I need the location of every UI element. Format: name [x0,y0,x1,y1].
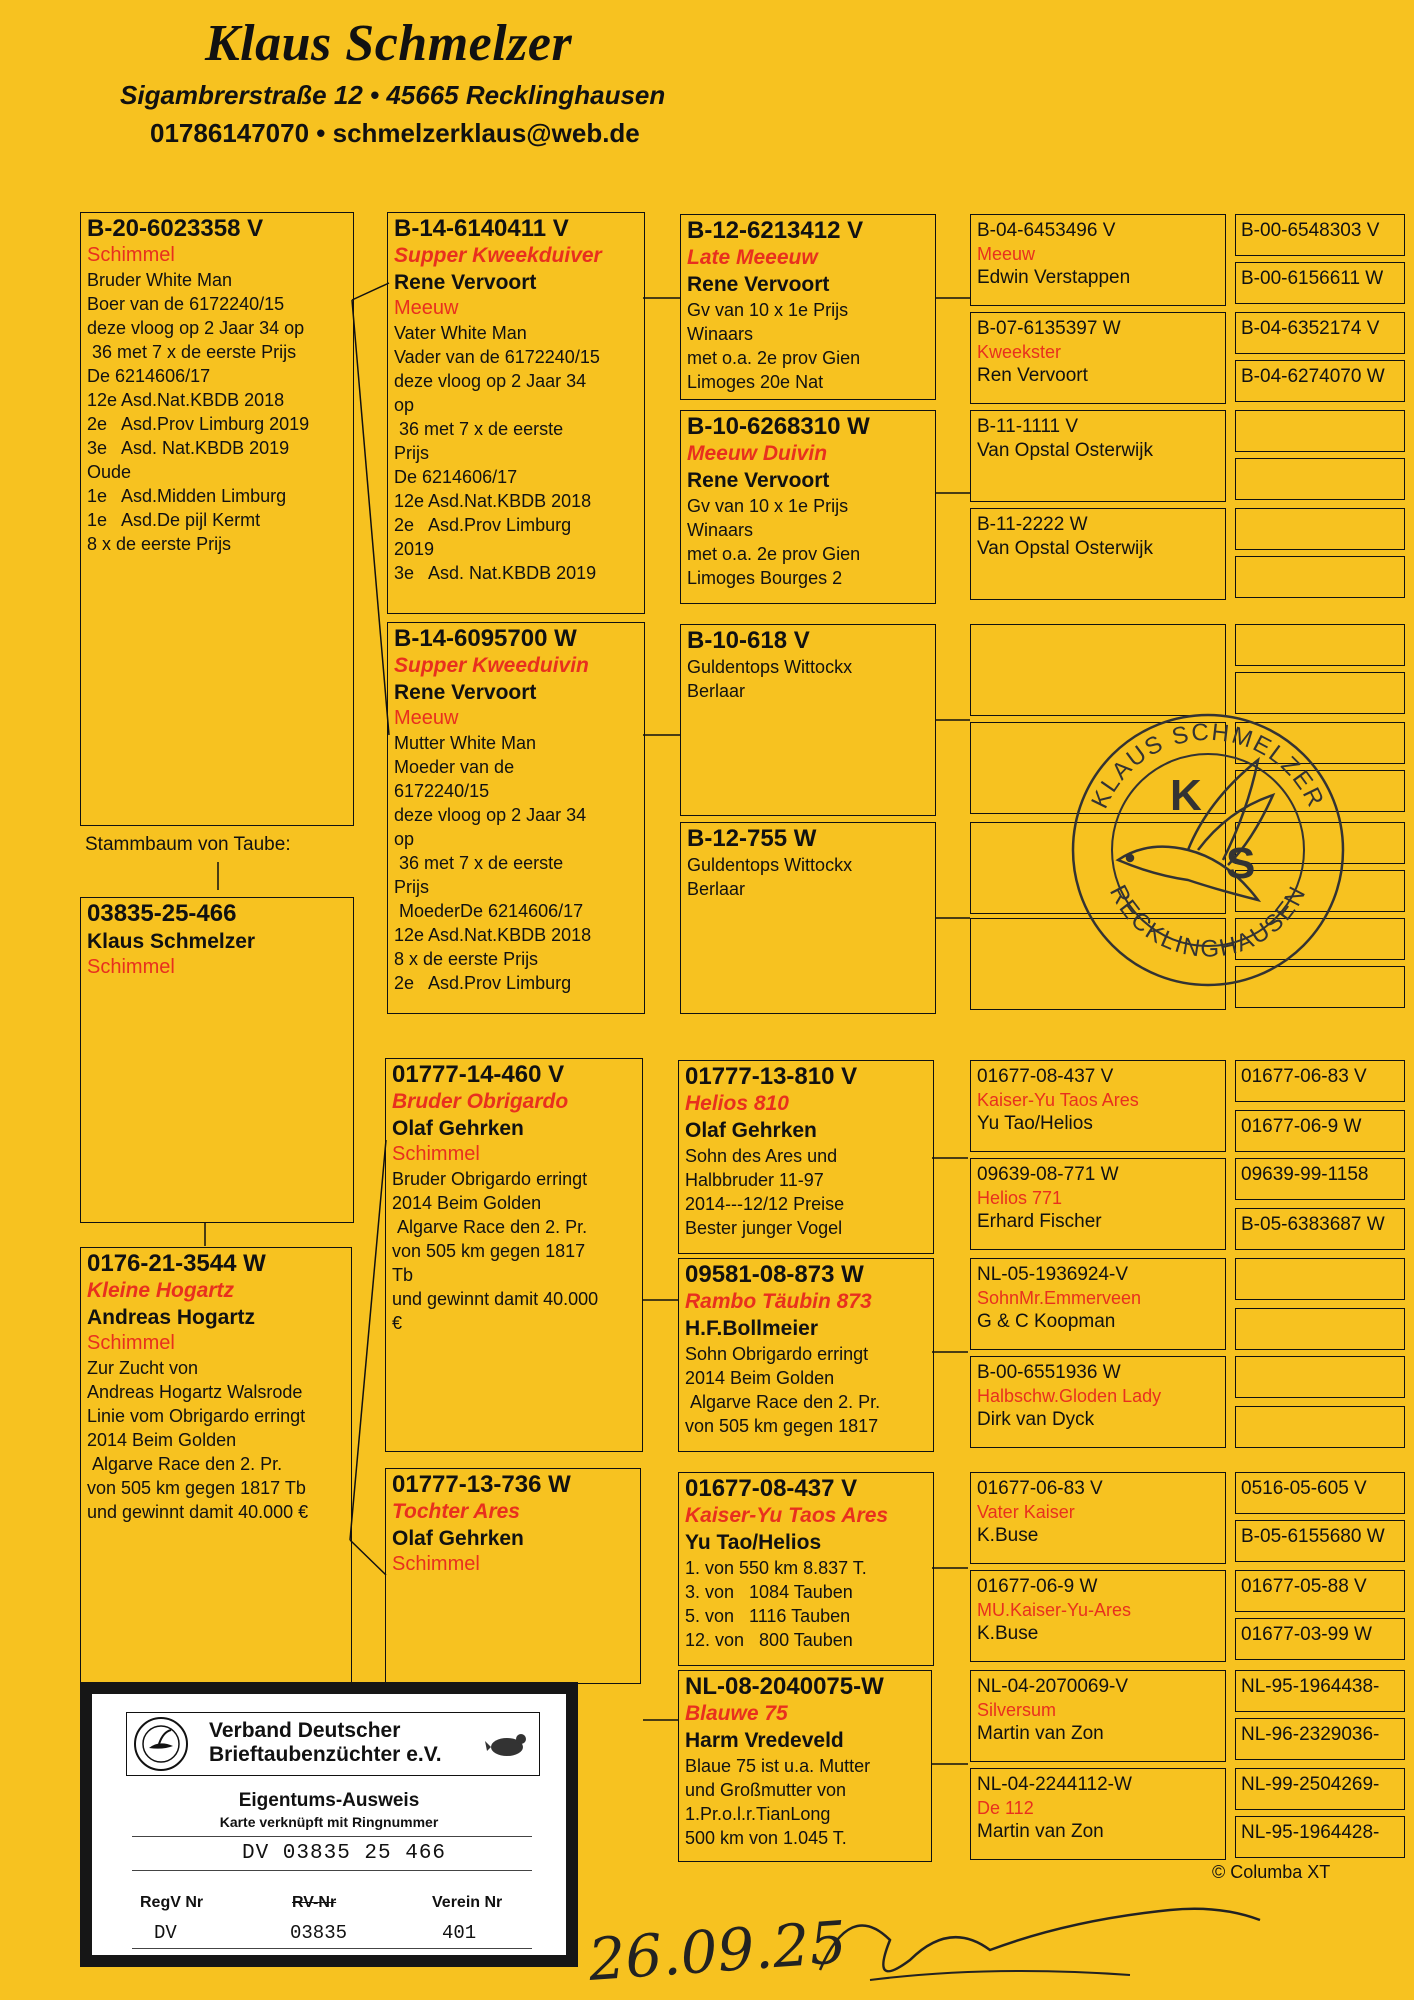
mf-info: Bruder Obrigardo erringt 2014 Beim Golden Algarve Race den 2. Pr. von 505 km gegen 1817 Tb und gewinnt damit 40.000 € [392,1169,599,1333]
mmf-owner: Yu Tao/Helios [685,1531,822,1554]
father-ring: B-20-6023358 V [87,215,264,242]
ffm-owner: Rene Vervoort [687,469,830,492]
mfm-name: Rambo Täubin 873 [685,1290,872,1313]
fm-info: Mutter White Man Moeder van de 6172240/15 deze vloog op 2 Jaar 34 op 36 met 7 x de eerste Prijs MoederDe 6214606/17 12e Asd.Nat.KBDB 2018 8 x de eerste Prijs 2e Asd.Prov Limburg [394,733,592,993]
fm-owner: Rene Vervoort [394,681,537,704]
gen5-card [1235,1208,1405,1250]
fm-color: Meeuw [394,707,459,729]
signature-date: 26.09.25 [586,1908,849,1994]
mm-name: Tochter Ares [392,1500,520,1523]
card-org-line1: Verband Deutscher [209,1719,401,1742]
gen5-card [1235,1060,1405,1102]
mmf-ring: 01677-08-437 V [685,1475,858,1502]
gen4-owner: Dirk van Dyck [977,1409,1095,1430]
copyright-note: © Columba XT [1212,1862,1331,1882]
gen4-card [970,410,1226,502]
gen4-ring: B-04-6453496 V [977,220,1116,241]
gen4-owner: Van Opstal Osterwijk [977,538,1153,559]
gen4-ring: NL-04-2244112-W [977,1774,1132,1795]
gen4-owner: Van Opstal Osterwijk [977,440,1153,461]
gen4-color: Meeuw [977,244,1036,264]
gen5-card [1235,262,1405,304]
ffm-name: Meeuw Duivin [687,442,828,465]
ownership-card [80,1682,578,1967]
ff-owner: Rene Vervoort [394,271,537,294]
breeder-name: Klaus Schmelzer [205,15,573,72]
stamp-s: S [1226,839,1256,888]
subject-owner: Klaus Schmelzer [87,930,256,953]
gen4-owner: Erhard Fischer [977,1211,1102,1232]
card-org-line2: Brieftaubenzüchter e.V. [209,1743,442,1766]
father-card [80,212,354,826]
ff-color: Meeuw [394,297,459,319]
gen5-card [1235,1618,1405,1660]
mff-info: Sohn des Ares und Halbbruder 11-97 2014---12/12 Preise Bester junger Vogel [685,1146,845,1238]
breeder-contact: 01786147070 • schmelzerklaus@web.de [150,118,640,148]
card-label-verein: Verein Nr [432,1894,503,1911]
gen5-card-empty [1235,624,1405,666]
fm-card [387,622,645,1014]
ffm-info: Gv van 10 x 1e Prijs Winaars met o.a. 2e prov Gien Limoges Bourges 2 [687,496,861,588]
gen4-ring: 01677-06-83 V [977,1478,1103,1499]
gen4-card [970,1158,1226,1250]
gen5-card [1235,556,1405,598]
gen4-ring: 01677-08-437 V [977,1066,1114,1087]
gen5-card [1235,1718,1405,1760]
mfm-info: Sohn Obrigardo erringt 2014 Beim Golden Algarve Race den 2. Pr. von 505 km gegen 1817 [685,1344,881,1436]
card-value-rv: 03835 [290,1922,348,1944]
gen4-owner: Edwin Verstappen [977,267,1131,288]
gen5-card [1235,1472,1405,1514]
gen5-ring: 01677-03-99 W [1241,1624,1372,1645]
mfm-ring: 09581-08-873 W [685,1261,864,1288]
gen4-color: SohnMr.Emmerveen [977,1288,1142,1308]
card-divider [132,1836,532,1837]
gen5-ring: NL-95-1964428- [1241,1822,1380,1843]
gen5-ring: NL-96-2329036- [1241,1724,1380,1745]
fmm-owner: Guldentops Wittockx Berlaar [687,855,853,899]
gen4-card [970,508,1226,600]
gen4-ring: B-11-2222 W [977,514,1088,535]
gen5-ring: 01677-05-88 V [1241,1576,1367,1597]
gen4-owner: Martin van Zon [977,1821,1104,1842]
fmf-ring: B-10-618 V [687,627,810,654]
gen4-color: Kaiser-Yu Taos Ares [977,1090,1139,1110]
gen4-color: De 112 [977,1798,1034,1818]
gen5-card [1235,458,1405,500]
gen4-owner: K.Buse [977,1525,1039,1546]
card-header [126,1712,540,1776]
mother-color: Schimmel [87,1332,175,1354]
gen4-color: Silversum [977,1700,1057,1720]
gen5-ring: 01677-06-83 V [1241,1066,1367,1087]
mother-name: Kleine Hogartz [87,1279,235,1302]
mother-owner: Andreas Hogartz [87,1306,256,1329]
fff-ring: B-12-6213412 V [687,217,864,244]
mother-card [80,1247,352,1687]
gen4-ring: 01677-06-9 W [977,1576,1098,1597]
mother-info: Zur Zucht von Andreas Hogartz Walsrode Linie vom Obrigardo erringt 2014 Beim Golden Algarve Race den 2. Pr. von 505 km gegen 1817 Tb und gewinnt damit 40.000 € [87,1358,309,1522]
gen4-card [970,1356,1226,1448]
gen4-ring: NL-04-2070069-V [977,1676,1129,1697]
gen4-owner: Yu Tao/Helios [977,1113,1093,1134]
gen5-card [1235,214,1405,256]
mmm-owner: Harm Vredeveld [685,1729,844,1752]
gen4-card [970,1670,1226,1762]
gen5-ring: NL-99-2504269- [1241,1774,1380,1795]
gen4-ring: B-00-6551936 W [977,1362,1121,1383]
mmm-info: Blaue 75 ist u.a. Mutter und Großmutter von 1.Pr.o.l.r.TianLong 500 km von 1.045 T. [685,1756,871,1848]
gen4-card [970,1258,1226,1350]
fff-card [680,214,936,400]
card-subtitle: Karte verknüpft mit Ringnummer [219,1814,439,1830]
gen4-owner: Ren Vervoort [977,365,1088,386]
card-value-verein: 401 [442,1922,477,1944]
gen4-card [970,214,1226,306]
gen4-ring: B-07-6135397 W [977,318,1121,339]
signature [570,1880,1270,2000]
card-title: Eigentums-Ausweis [238,1790,420,1811]
gen5-card [1235,1570,1405,1612]
mother-ring: 0176-21-3544 W [87,1250,266,1277]
mf-ring: 01777-14-460 V [392,1061,565,1088]
gen5-ring: 09639-99-1158 [1241,1164,1369,1185]
stamp-top-text: KLAUS SCHMELZER [1086,718,1330,813]
card-value-regv: DV [154,1922,177,1944]
mff-name: Helios 810 [685,1092,789,1115]
gen5-card [1235,1768,1405,1810]
subject-card [80,897,354,1223]
gen5-card [1235,1356,1405,1398]
gen5-card [1235,410,1405,452]
ffm-ring: B-10-6268310 W [687,413,870,440]
mfm-owner: H.F.Bollmeier [685,1317,819,1340]
stamp-bottom-text: RECKLINGHAUSEN [1104,880,1312,963]
fff-name: Late Meeeuw [687,246,818,269]
card-divider [132,1948,532,1949]
card-label-rv: RV-Nr [292,1894,337,1911]
mff-card [678,1060,934,1254]
gen4-card [970,1472,1226,1564]
gen5-card [1235,1406,1405,1448]
stamp-k: K [1170,771,1202,820]
mff-owner: Olaf Gehrken [685,1119,817,1142]
mmf-info: 1. von 550 km 8.837 T. 3. von 1084 Tauben 5. von 1116 Tauben 12. von 800 Tauben [685,1558,867,1650]
fmm-ring: B-12-755 W [687,825,817,852]
fff-info: Gv van 10 x 1e Prijs Winaars met o.a. 2e prov Gien Limoges 20e Nat [687,300,861,392]
mf-owner: Olaf Gehrken [392,1117,524,1140]
mmm-name: Blauwe 75 [685,1702,788,1725]
gen5-card [1235,1308,1405,1350]
mf-card [385,1058,643,1452]
gen4-card [970,312,1226,404]
mf-name: Bruder Obrigardo [392,1090,569,1113]
fmf-card [680,624,936,816]
gen4-card [970,1060,1226,1152]
gen4-ring: 09639-08-771 W [977,1164,1119,1185]
mff-ring: 01777-13-810 V [685,1063,858,1090]
card-divider [132,1870,532,1871]
fff-owner: Rene Vervoort [687,273,830,296]
gen4-owner: K.Buse [977,1623,1039,1644]
gen4-color: MU.Kaiser-Yu-Ares [977,1600,1132,1620]
gen5-ring: B-04-6274070 W [1241,366,1385,387]
ff-card [387,212,645,614]
ff-ring: B-14-6140411 V [394,215,569,242]
gen5-card [1235,1670,1405,1712]
ff-name: Supper Kweekduiver [394,244,602,267]
father-info: Bruder White Man Boer van de 6172240/15 deze vloog op 2 Jaar 34 op 36 met 7 x de eerste Prijs De 6214606/17 12e Asd.Nat.KBDB 2018 2e Asd.Prov Limburg 2019 3e Asd. Nat.KBDB 2019 Oude 1e Asd.Midden Limburg 1e Asd.De pijl Kermt 8 x de eerste Prijs [87,270,310,554]
gen4-color: Helios 771 [977,1188,1063,1208]
gen4-color: Kweekster [977,342,1062,362]
breeder-stamp [1058,700,1358,1000]
mmf-name: Kaiser-Yu Taos Ares [685,1504,889,1527]
gen4-card [970,1768,1226,1860]
gen5-card [1235,1258,1405,1300]
gen5-ring: B-05-6383687 W [1241,1214,1385,1235]
gen4-owner: Martin van Zon [977,1723,1104,1744]
stammbaum-label: Stammbaum von Taube: [85,834,291,855]
ff-info: Vater White Man Vader van de 6172240/15 deze vloog op 2 Jaar 34 op 36 met 7 x de eerste Prijs De 6214606/17 12e Asd.Nat.KBDB 2018 2e Asd.Prov Limburg 2019 3e Asd. Nat.KBDB 2019 [394,323,600,583]
gen4-owner: G & C Koopman [977,1311,1116,1332]
mm-owner: Olaf Gehrken [392,1527,524,1550]
mm-color: Schimmel [392,1553,480,1575]
gen5-card [1235,1158,1405,1200]
gen5-card [1235,1520,1405,1562]
subject-color: Schimmel [87,956,175,978]
fmf-owner: Guldentops Wittockx Berlaar [687,657,853,701]
gen5-ring: 01677-06-9 W [1241,1116,1362,1137]
pigeon-emblem-icon [485,1727,529,1761]
mfm-card [678,1258,934,1452]
fm-name: Supper Kweeduivin [394,654,589,677]
gen5-card [1235,1816,1405,1858]
gen5-ring: B-04-6352174 V [1241,318,1380,339]
father-color: Schimmel [87,244,175,266]
card-ring-number: DV 03835 25 466 [242,1842,447,1865]
breeder-address: Sigambrerstraße 12 • 45665 Recklinghausen [120,80,666,110]
gen4-color: Halbschw.Gloden Lady [977,1386,1162,1406]
gen4-color: Vater Kaiser [977,1502,1075,1522]
gen4-ring: B-11-1111 V [977,416,1079,437]
mmm-ring: NL-08-2040075-W [685,1673,884,1700]
mmf-card [678,1472,934,1666]
gen5-ring: B-00-6156611 W [1241,268,1384,289]
gen5-card [1235,360,1405,402]
gen5-ring: NL-95-1964438- [1241,1676,1380,1697]
gen5-ring: 0516-05-605 V [1241,1478,1367,1499]
subject-ring: 03835-25-466 [87,900,237,927]
mmm-card [678,1670,932,1862]
gen5-card [1235,312,1405,354]
gen5-ring: B-05-6155680 W [1241,1526,1385,1547]
vdb-logo-icon [133,1716,189,1772]
ffm-card [680,410,936,604]
gen5-card [1235,1110,1405,1152]
fmm-card [680,822,936,1014]
card-label-regv: RegV Nr [140,1894,204,1911]
mf-color: Schimmel [392,1143,480,1165]
gen5-card [1235,508,1405,550]
gen4-ring: NL-05-1936924-V [977,1264,1129,1285]
mm-card [385,1468,641,1684]
gen5-ring: B-00-6548303 V [1241,220,1380,241]
fm-ring: B-14-6095700 W [394,625,577,652]
gen4-card [970,1570,1226,1662]
mm-ring: 01777-13-736 W [392,1471,571,1498]
